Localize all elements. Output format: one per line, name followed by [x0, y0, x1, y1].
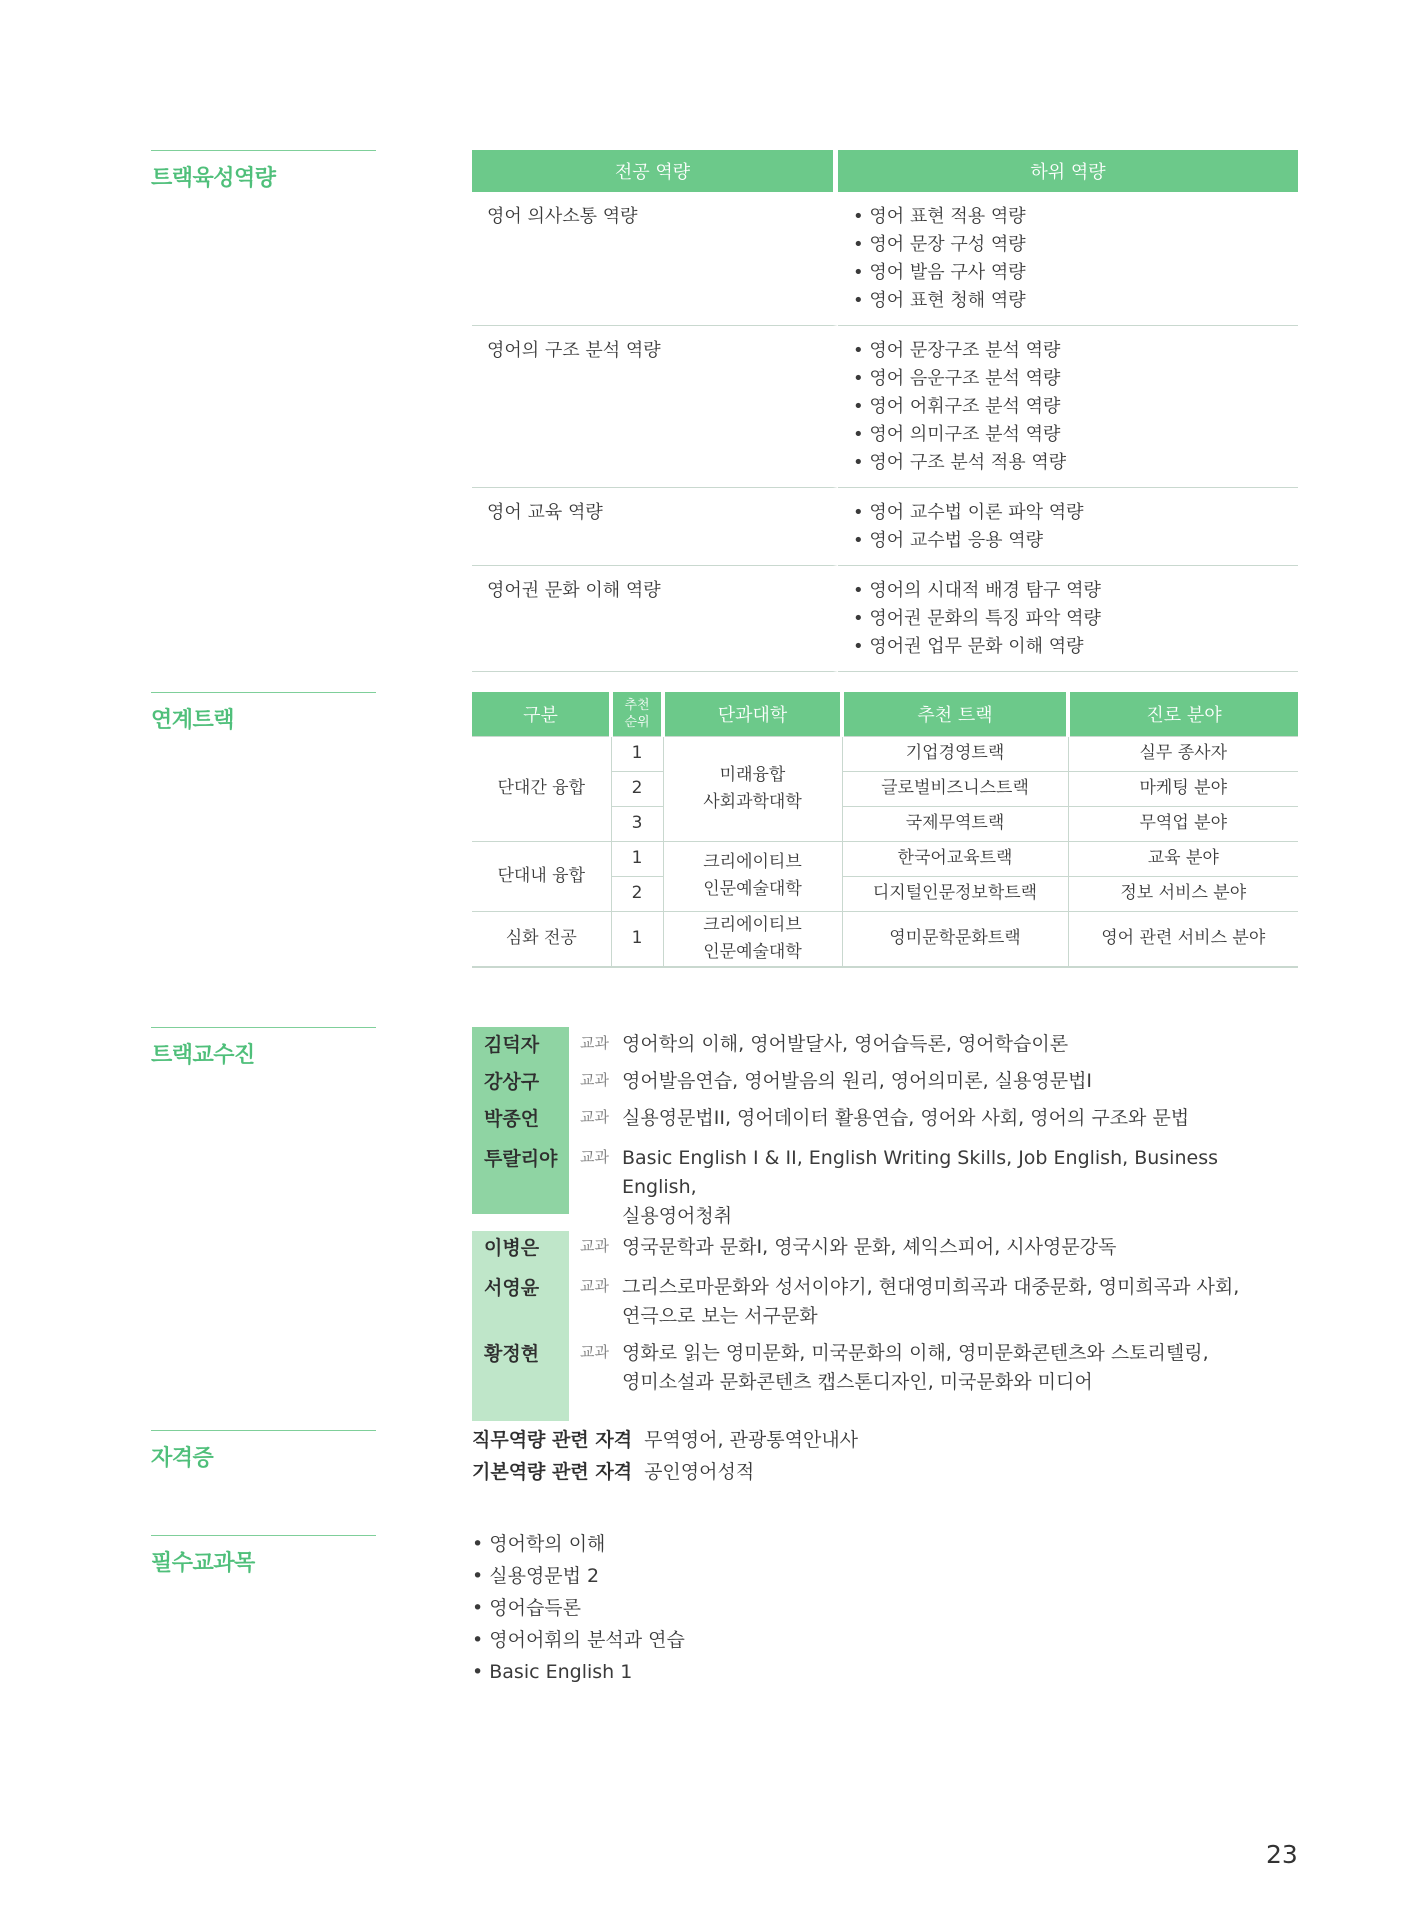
sub-competency-item: • 영어 의미구조 분석 역량	[853, 424, 1061, 445]
course-tag: 교과	[580, 1277, 609, 1295]
sub-competency-item: • 영어 발음 구사 역량	[853, 262, 1026, 283]
course-line: 영어발음연습, 영어발음의 원리, 영어의미론, 실용영문법I	[622, 1070, 1093, 1092]
course-lines	[622, 1030, 1068, 1065]
professor-name: 강상구	[472, 1065, 569, 1102]
professor-row	[472, 1337, 1298, 1421]
section-label-linked-track: 연계트랙	[151, 692, 376, 734]
header-recommended-track: 추천 트랙	[842, 692, 1068, 736]
certificate-value: 무역영어, 관광통역안내사	[644, 1429, 859, 1451]
category-cell: 단대내 융합	[472, 841, 611, 911]
college-name-line2: 사회과학대학	[703, 791, 802, 812]
college-cell	[663, 841, 842, 911]
sub-competency-item: • 영어권 업무 문화 이해 역량	[853, 636, 1084, 657]
course-tag: 교과	[580, 1237, 609, 1255]
college-name-line2: 인문예술대학	[703, 941, 802, 962]
section-label-certificates: 자격증	[151, 1430, 376, 1472]
college-name-line1: 미래융합	[719, 764, 786, 785]
professor-courses	[569, 1142, 1298, 1231]
course-line: 영어학의 이해, 영어발달사, 영어습득론, 영어학습이론	[622, 1033, 1069, 1055]
course-tag: 교과	[580, 1034, 609, 1052]
professor-name: 박종언	[472, 1102, 569, 1142]
professor-name: 투랄리야	[472, 1142, 569, 1214]
course-line: 영미소설과 문화콘텐츠 캡스톤디자인, 미국문화와 미디어	[622, 1371, 1093, 1393]
sub-competency-list	[853, 577, 1284, 661]
certificate-line	[472, 1456, 858, 1488]
professor-courses	[569, 1027, 1298, 1065]
course-tag: 교과	[580, 1108, 609, 1126]
certificate-line	[472, 1424, 858, 1456]
sub-competency-item: • 영어권 문화의 특징 파악 역량	[853, 608, 1101, 629]
certificates-block	[472, 1424, 858, 1488]
header-college: 단과대학	[663, 692, 842, 736]
professor-name: 서영윤	[472, 1271, 569, 1337]
sub-competency-list	[853, 337, 1284, 477]
recommended-track-cell: 디지털인문정보학트랙	[842, 876, 1068, 911]
professor-row	[472, 1142, 1298, 1231]
course-line: 영국문학과 문화I, 영국시와 문화, 셰익스피어, 시사영문강독	[622, 1236, 1117, 1258]
rank-cell: 1	[611, 911, 663, 967]
header-career-field: 진로 분야	[1068, 692, 1298, 736]
major-competency-cell: 영어 의사소통 역량	[472, 192, 838, 326]
professor-courses	[569, 1065, 1298, 1102]
major-competency-cell: 영어 교육 역량	[472, 488, 838, 566]
sub-competency-cell	[838, 192, 1298, 326]
college-cell	[663, 736, 842, 841]
course-lines	[622, 1144, 1298, 1231]
course-tag: 교과	[580, 1148, 609, 1166]
certificate-label: 기본역량 관련 자격	[472, 1461, 633, 1483]
sub-competency-item: • 영어 문장구조 분석 역량	[853, 340, 1061, 361]
course-tag: 교과	[580, 1343, 609, 1361]
competency-table	[472, 150, 1298, 672]
career-field-cell: 실무 종사자	[1068, 736, 1298, 771]
linked-track-table	[472, 692, 1298, 968]
certificate-label: 직무역량 관련 자격	[472, 1429, 633, 1451]
recommended-track-cell: 국제무역트랙	[842, 806, 1068, 841]
career-field-cell: 영어 관련 서비스 분야	[1068, 911, 1298, 967]
sub-competency-cell	[838, 488, 1298, 566]
career-field-cell: 마케팅 분야	[1068, 771, 1298, 806]
sub-competency-item: • 영어 표현 적용 역량	[853, 206, 1026, 227]
competency-row	[472, 326, 1298, 488]
college-name-line2: 인문예술대학	[703, 879, 802, 899]
career-field-cell: 무역업 분야	[1068, 806, 1298, 841]
header-sub-competency: 하위 역량	[838, 150, 1298, 192]
professor-row	[472, 1271, 1298, 1337]
rank-cell: 2	[611, 771, 663, 806]
header-rank	[611, 692, 663, 736]
professor-name: 황정현	[472, 1337, 569, 1421]
page-number: 23	[1266, 1840, 1298, 1869]
course-lines	[622, 1104, 1189, 1142]
college-name-line1: 크리에이티브	[703, 852, 802, 872]
rank-cell: 3	[611, 806, 663, 841]
major-competency-cell: 영어의 구조 분석 역량	[472, 326, 838, 488]
course-line: 영화로 읽는 영미문화, 미국문화의 이해, 영미문화콘텐츠와 스토리텔링,	[622, 1342, 1209, 1364]
linked-track-row	[472, 736, 1298, 771]
sub-competency-item: • 영어 구조 분석 적용 역량	[853, 452, 1067, 473]
required-courses-list	[472, 1528, 685, 1688]
competency-row	[472, 192, 1298, 326]
sub-competency-cell	[838, 566, 1298, 672]
course-lines	[622, 1273, 1239, 1337]
professor-courses	[569, 1231, 1298, 1271]
header-rank-line2: 순위	[624, 714, 650, 730]
header-category: 구분	[472, 692, 611, 736]
sub-competency-item: • 영어 교수법 이론 파악 역량	[853, 502, 1084, 523]
career-field-cell: 정보 서비스 분야	[1068, 876, 1298, 911]
rank-cell: 1	[611, 736, 663, 771]
professor-row	[472, 1231, 1298, 1271]
category-cell: 심화 전공	[472, 911, 611, 967]
category-cell: 단대간 융합	[472, 736, 611, 841]
college-cell	[663, 911, 842, 967]
required-course-item: • 영어학의 이해	[472, 1533, 606, 1555]
course-line: 그리스로마문화와 성서이야기, 현대영미희곡과 대중문화, 영미희곡과 사회,	[622, 1276, 1240, 1298]
section-label-track-competency: 트랙육성역량	[151, 150, 376, 192]
recommended-track-cell: 기업경영트랙	[842, 736, 1068, 771]
required-course-item: • 실용영문법 2	[472, 1565, 600, 1587]
professor-row	[472, 1027, 1298, 1065]
sub-competency-item: • 영어 문장 구성 역량	[853, 234, 1026, 255]
header-major-competency: 전공 역량	[472, 150, 838, 192]
faculty-list	[472, 1027, 1298, 1421]
major-competency-cell: 영어권 문화 이해 역량	[472, 566, 838, 672]
course-lines	[622, 1233, 1116, 1271]
professor-courses	[569, 1102, 1298, 1142]
sub-competency-cell	[838, 326, 1298, 488]
professor-row	[472, 1102, 1298, 1142]
required-course-item: • 영어어휘의 분석과 연습	[472, 1629, 685, 1651]
section-label-faculty: 트랙교수진	[151, 1027, 376, 1069]
recommended-track-cell: 한국어교육트랙	[842, 841, 1068, 876]
linked-track-row	[472, 841, 1298, 876]
professor-courses	[569, 1271, 1298, 1337]
rank-cell: 2	[611, 876, 663, 911]
rank-cell: 1	[611, 841, 663, 876]
course-line: Basic English I & II, English Writing Skills, Job English, Business English,	[622, 1147, 1218, 1198]
sub-competency-item: • 영어 표현 청해 역량	[853, 290, 1026, 311]
recommended-track-cell: 글로벌비즈니스트랙	[842, 771, 1068, 806]
competency-row	[472, 488, 1298, 566]
course-line: 실용영어청취	[622, 1205, 733, 1227]
recommended-track-cell: 영미문학문화트랙	[842, 911, 1068, 967]
required-course-item: • 영어습득론	[472, 1597, 582, 1619]
course-lines	[622, 1339, 1209, 1421]
professor-name: 김덕자	[472, 1027, 569, 1065]
section-label-required-courses: 필수교과목	[151, 1535, 376, 1577]
course-line: 연극으로 보는 서구문화	[622, 1305, 818, 1327]
sub-competency-item: • 영어 음운구조 분석 역량	[853, 368, 1061, 389]
course-tag: 교과	[580, 1071, 609, 1089]
sub-competency-item: • 영어 어휘구조 분석 역량	[853, 396, 1061, 417]
college-name-line1: 크리에이티브	[703, 914, 802, 935]
sub-competency-item: • 영어의 시대적 배경 탐구 역량	[853, 580, 1101, 601]
required-course-item: • Basic English 1	[472, 1661, 633, 1683]
linked-track-row	[472, 911, 1298, 967]
course-line: 실용영문법II, 영어데이터 활용연습, 영어와 사회, 영어의 구조와 문법	[622, 1107, 1190, 1129]
professor-row	[472, 1065, 1298, 1102]
competency-row	[472, 566, 1298, 672]
sub-competency-list	[853, 203, 1284, 315]
career-field-cell: 교육 분야	[1068, 841, 1298, 876]
professor-name: 이병은	[472, 1231, 569, 1271]
sub-competency-item: • 영어 교수법 응용 역량	[853, 530, 1043, 551]
sub-competency-list	[853, 499, 1284, 555]
certificate-value: 공인영어성적	[644, 1461, 755, 1483]
professor-courses	[569, 1337, 1298, 1421]
header-rank-line1: 추천	[624, 697, 650, 713]
course-lines	[622, 1067, 1092, 1102]
